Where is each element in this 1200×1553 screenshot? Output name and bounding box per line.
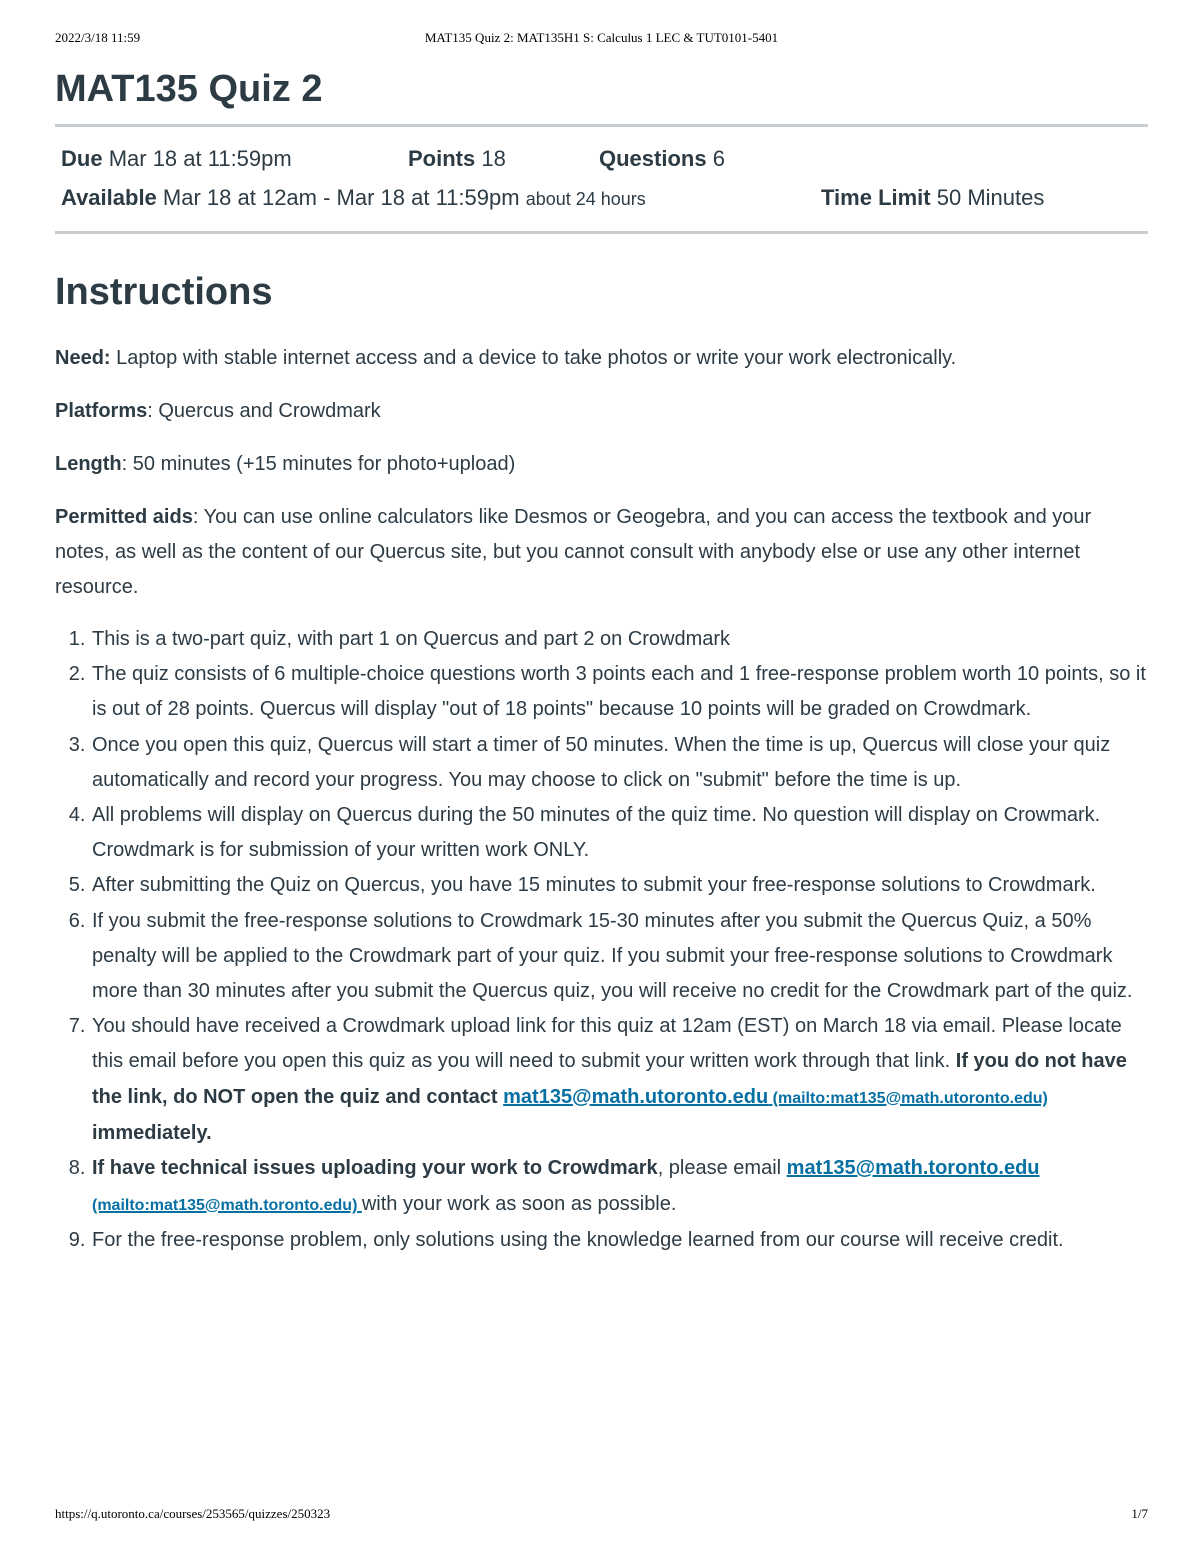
time-limit-info xyxy=(821,178,1044,217)
questions-value: 6 xyxy=(712,146,725,171)
quiz-details xyxy=(55,127,1148,231)
email-address: mat135@math.utoronto.edu xyxy=(503,1085,769,1108)
available-value: Mar 18 at 12am - Mar 18 at 11:59pm xyxy=(162,185,520,210)
length-paragraph xyxy=(55,447,1148,482)
time-limit-value: 50 Minutes xyxy=(936,185,1045,210)
email-address: mat135@math.toronto.edu xyxy=(786,1157,1040,1180)
item8-end: with your work as soon as possible. xyxy=(361,1193,677,1216)
platforms-paragraph xyxy=(55,394,1148,429)
available-info xyxy=(61,178,646,219)
need-label: Need: xyxy=(55,347,111,369)
questions-label: Questions xyxy=(599,146,707,171)
print-date: 2022/3/18 11:59 xyxy=(55,30,141,45)
length-label: Length xyxy=(55,453,122,475)
instructions-heading: Instructions xyxy=(55,271,273,313)
list-item: 9. For the free-response problem, only solutions using the knowledge learned from our course will receive credit. xyxy=(91,1223,1148,1258)
item8-text: , please email xyxy=(657,1157,787,1180)
list-item xyxy=(91,1009,1148,1151)
platforms-label: Platforms xyxy=(55,400,148,422)
item8-bold: If have technical issues uploading your work to Crowdmark xyxy=(92,1157,658,1180)
aids-text: : You can use online calculators like Desmos or Geogebra, and you can access the textbook and your notes, as well as the content of our Quercus site, but you cannot consult with anybody else or use any other internet resource. xyxy=(55,506,1092,598)
item7-end: immediately. xyxy=(92,1121,212,1144)
aids-label: Permitted aids xyxy=(55,506,193,528)
list-item xyxy=(91,1151,1148,1223)
time-limit-label: Time Limit xyxy=(821,185,931,210)
page-number: 1/7 xyxy=(1131,1506,1148,1521)
points-value: 18 xyxy=(481,146,506,171)
due-value: Mar 18 at 11:59pm xyxy=(108,146,292,171)
need-paragraph xyxy=(55,341,1148,376)
print-title: MAT135 Quiz 2: MAT135H1 S: Calculus 1 LEC & TUT0101-5401 xyxy=(424,30,779,45)
list-item: 3. Once you open this quiz, Quercus will start a timer of 50 minutes. When the time is up, Quercus will close your quiz automatically and record your progress. You may choose to click on "submit" before the time is up. xyxy=(91,728,1148,798)
points-info xyxy=(408,139,506,178)
need-text: Laptop with stable internet access and a device to take photos or write your work electronically. xyxy=(110,347,957,369)
list-item: 6. If you submit the free-response solutions to Crowdmark 15-30 minutes after you submit the Quercus Quiz, a 50% penalty will be applied to the Crowdmark part of your quiz. If you submit your free-response solutions to Crowdmark more than 30 minutes after you submit the Quercus quiz, you will receive no credit for the Crowdmark part of the quiz. xyxy=(91,904,1148,1010)
list-item: 2. The quiz consists of 6 multiple-choice questions worth 3 points each and 1 free-response problem worth 10 points, so it is out of 28 points. Quercus will display "out of 18 points" because 10 points will be graded on Crowdmark. xyxy=(91,657,1148,727)
page-title: MAT135 Quiz 2 xyxy=(55,68,323,110)
aids-paragraph xyxy=(55,500,1148,605)
list-item: 4. All problems will display on Quercus during the 50 minutes of the quiz time. No question will display on Crowmark. Crowdmark is for submission of your written work ONLY. xyxy=(91,798,1148,868)
mailto-text: (mailto:mat135@math.utoronto.edu) xyxy=(768,1089,1048,1107)
due-info xyxy=(61,139,292,178)
details-row-2 xyxy=(61,178,1148,217)
platforms-text: : Quercus and Crowdmark xyxy=(147,400,381,422)
email-link-utoronto[interactable] xyxy=(503,1086,1048,1108)
list-item: 1. This is a two-part quiz, with part 1 on Quercus and part 2 on Crowdmark xyxy=(91,622,1148,657)
item7-text: You should have received a Crowdmark upload link for this quiz at 12am (EST) on March 18 via email. Please locate this email before you open this quiz as you will need to submit your written work through that link. xyxy=(92,1015,1122,1073)
available-label: Available xyxy=(61,185,157,210)
due-label: Due xyxy=(61,146,103,171)
quiz-content xyxy=(55,64,1148,1259)
list-item: 5. After submitting the Quiz on Quercus, you have 15 minutes to submit your free-response solutions to Crowdmark. xyxy=(91,868,1148,903)
rules-list xyxy=(55,622,1148,1259)
mailto-text: (mailto:mat135@math.toronto.edu) xyxy=(92,1197,362,1215)
length-text: : 50 minutes (+15 minutes for photo+upload) xyxy=(121,453,516,475)
divider-bottom xyxy=(55,231,1148,234)
details-row-1 xyxy=(61,139,1148,178)
points-label: Points xyxy=(408,146,476,171)
print-footer xyxy=(55,1506,1148,1526)
questions-info xyxy=(599,139,725,178)
page-url: https://q.utoronto.ca/courses/253565/quizzes/250323 xyxy=(55,1506,331,1521)
available-duration: about 24 hours xyxy=(525,189,646,209)
print-header xyxy=(55,30,1148,50)
item7-bold: If you do not have the link, do NOT open the quiz and contact xyxy=(92,1050,1127,1108)
